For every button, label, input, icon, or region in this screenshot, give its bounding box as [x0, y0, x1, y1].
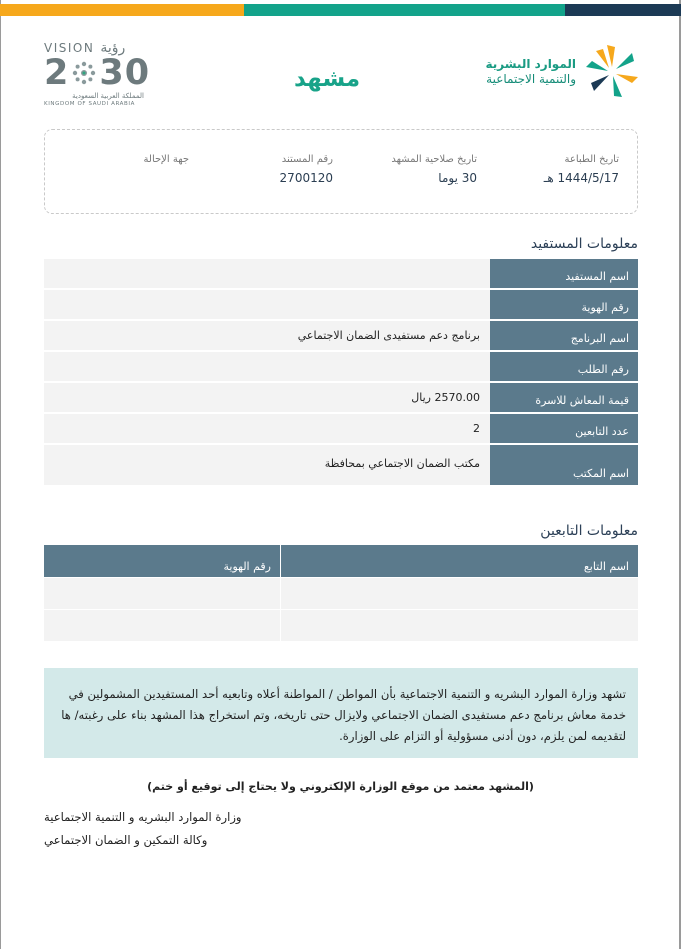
- row-label: رقم الهوية: [490, 290, 638, 320]
- row-label: عدد التابعين: [490, 414, 638, 444]
- dependent-id-cell: [44, 610, 281, 641]
- col-header-id: رقم الهوية: [44, 545, 281, 577]
- stripe-navy: [565, 4, 681, 16]
- ministry-star-logo-icon: [584, 41, 640, 103]
- referral-field: [144, 154, 189, 171]
- dependents-table-header: [44, 545, 638, 577]
- top-color-stripe: [0, 4, 681, 16]
- dependents-section-title: معلومات التابعين: [540, 523, 638, 539]
- table-row: [44, 445, 638, 487]
- row-value: مكتب الضمان الاجتماعي بمحافظة: [44, 445, 490, 486]
- print-date-value: 1444/5/17 هـ: [543, 171, 619, 185]
- row-label: رقم الطلب: [490, 352, 638, 382]
- validity-label: تاريخ صلاحية المشهد: [391, 154, 477, 165]
- vision-kingdom-ar: المملكة العربية السعودية: [72, 92, 144, 100]
- agency-signature-line: وكالة التمكين و الضمان الاجتماعي: [44, 833, 208, 847]
- table-row: [44, 609, 638, 641]
- vision-ar-label: رؤية: [100, 40, 126, 56]
- validity-field: [391, 154, 477, 185]
- dependent-name-cell: [281, 578, 638, 609]
- row-value: [44, 290, 490, 320]
- table-row: [44, 577, 638, 609]
- table-row: [44, 352, 638, 383]
- doc-number-label: رقم المستند: [281, 154, 333, 165]
- certification-notice: تشهد وزارة الموارد البشريه و التنمية الاجتماعية بأن المواطن / المواطنة أعلاه وتابعيه أحد المستفيدين المشمولين في خدمة معاش برنامج دعم مستفيدى الضمان الاجتماعي ولايزال حتى تاريخه، وتم استخراج هذا المشهد بناء على رغبته/ ها لتقديمه لمن يلزم، دون أدنى مسؤولية أو التزام على الوزارة.: [44, 668, 638, 758]
- ministry-name-line1: الموارد البشرية: [485, 57, 576, 71]
- validity-value: 30 يوما: [438, 171, 477, 185]
- table-row: [44, 259, 638, 290]
- row-value: برنامج دعم مستفيدى الضمان الاجتماعي: [44, 321, 490, 351]
- row-value: [44, 259, 490, 289]
- row-label: اسم البرنامج: [490, 321, 638, 351]
- row-label: اسم المكتب: [490, 445, 638, 486]
- vision-2030-logo: [44, 40, 154, 110]
- doc-number-field: [280, 154, 333, 185]
- vision-en-label: VISION: [44, 41, 95, 55]
- ministry-name: [485, 57, 576, 87]
- ministry-name-line2: والتنمية الاجتماعية: [486, 72, 576, 86]
- print-date-field: [544, 154, 619, 185]
- referral-label: جهة الإحالة: [143, 154, 189, 165]
- table-row: [44, 414, 638, 445]
- document-header: [40, 36, 640, 106]
- table-row: [44, 383, 638, 414]
- table-row: [44, 290, 638, 321]
- dependent-id-cell: [44, 578, 281, 609]
- doc-number-value: 2700120: [279, 171, 333, 185]
- beneficiary-section-title: معلومات المستفيد: [530, 236, 638, 252]
- vision-kingdom-en: KINGDOM OF SAUDI ARABIA: [44, 101, 135, 107]
- approval-note: (المشهد معتمد من موقع الوزارة الإلكتروني ولا يحتاج إلى توقيع أو ختم): [147, 780, 534, 793]
- row-label: اسم المستفيد: [490, 259, 638, 289]
- table-row: [44, 321, 638, 352]
- print-date-label: تاريخ الطباعة: [564, 154, 619, 165]
- stripe-orange: [0, 4, 244, 16]
- col-header-name: اسم التابع: [281, 545, 638, 577]
- palm-flower-icon: [70, 59, 98, 87]
- document-info-box: [44, 129, 638, 214]
- row-label: قيمة المعاش للاسرة: [490, 383, 638, 413]
- document-title: مشهد: [294, 66, 361, 92]
- ministry-logo-block: [485, 41, 640, 103]
- vision-year-b: 30: [99, 53, 151, 93]
- row-value: 2570.00 ريال: [44, 383, 490, 413]
- dependents-table: [44, 545, 638, 641]
- vision-year: [44, 53, 154, 93]
- vision-year-a: 2: [44, 53, 70, 93]
- stripe-green: [244, 4, 565, 16]
- ministry-signature-line: وزارة الموارد البشريه و التنمية الاجتماعية: [44, 810, 242, 824]
- row-value: [44, 352, 490, 382]
- dependent-name-cell: [281, 610, 638, 641]
- beneficiary-table: [44, 259, 638, 487]
- row-value: 2: [44, 414, 490, 444]
